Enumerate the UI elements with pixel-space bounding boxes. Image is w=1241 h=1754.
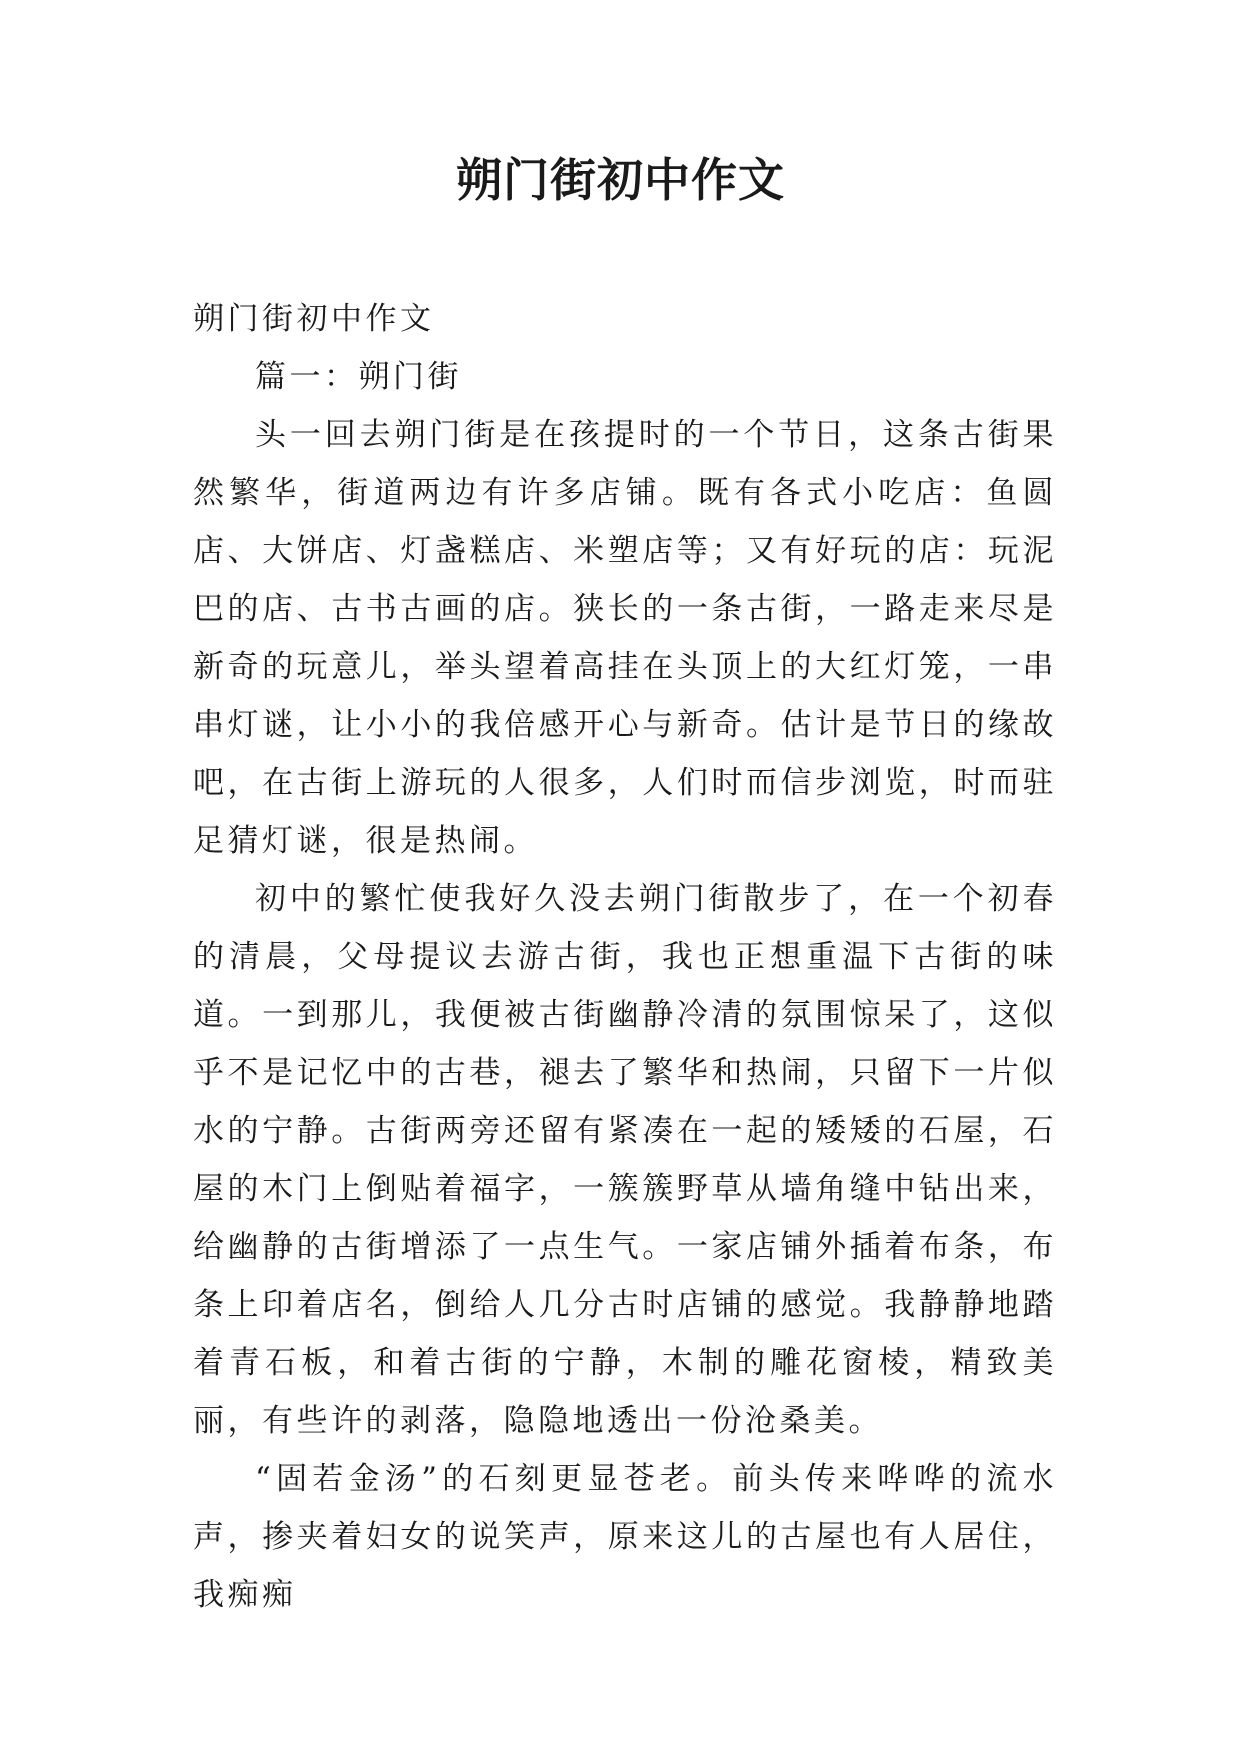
- paragraph-2: 初中的繁忙使我好久没去朔门街散步了，在一个初春的清晨，父母提议去游古街，我也正想重温下古街的味道。一到那儿，我便被古街幽静冷清的氛围惊呆了，这似乎不是记忆中的古巷，褪去了繁华和热闹，只留下一片似水的宁静。古街两旁还留有紧凑在一起的矮矮的石屋，石屋的木门上倒贴着福字，一簇簇野草从墙角缝中钻出来，给幽静的古街增添了一点生气。一家店铺外插着布条，布条上印着店名，倒给人几分古时店铺的感觉。我静静地踏着青石板，和着古街的宁静，木制的雕花窗棱，精致美丽，有些许的剥落，隐隐地透出一份沧桑美。: [193, 881, 1057, 1439]
- paragraph-1: 头一回去朔门街是在孩提时的一个节日，这条古街果然繁华，街道两边有许多店铺。既有各式小吃店：鱼圆店、大饼店、灯盏糕店、米塑店等；又有好玩的店：玩泥巴的店、古书古画的店。狭长的一条古街，一路走来尽是新奇的玩意儿，举头望着高挂在头顶上的大红灯笼，一串串灯谜，让小小的我倍感开心与新奇。估计是节日的缘故吧，在古街上游玩的人很多，人们时而信步浏览，时而驻足猜灯谜，很是热闹。: [193, 417, 1057, 859]
- document-title: 朔门街初中作文: [456, 153, 785, 207]
- body-heading: 朔门街初中作文: [193, 301, 435, 337]
- paragraph-3: “固若金汤”的石刻更显苍老。前头传来哗哗的流水声，掺夹着妇女的说笑声，原来这儿的古屋也有人居住，我痴痴: [193, 1461, 1057, 1613]
- document-body: [193, 290, 1057, 1624]
- section-heading: 篇一：朔门街: [255, 359, 462, 395]
